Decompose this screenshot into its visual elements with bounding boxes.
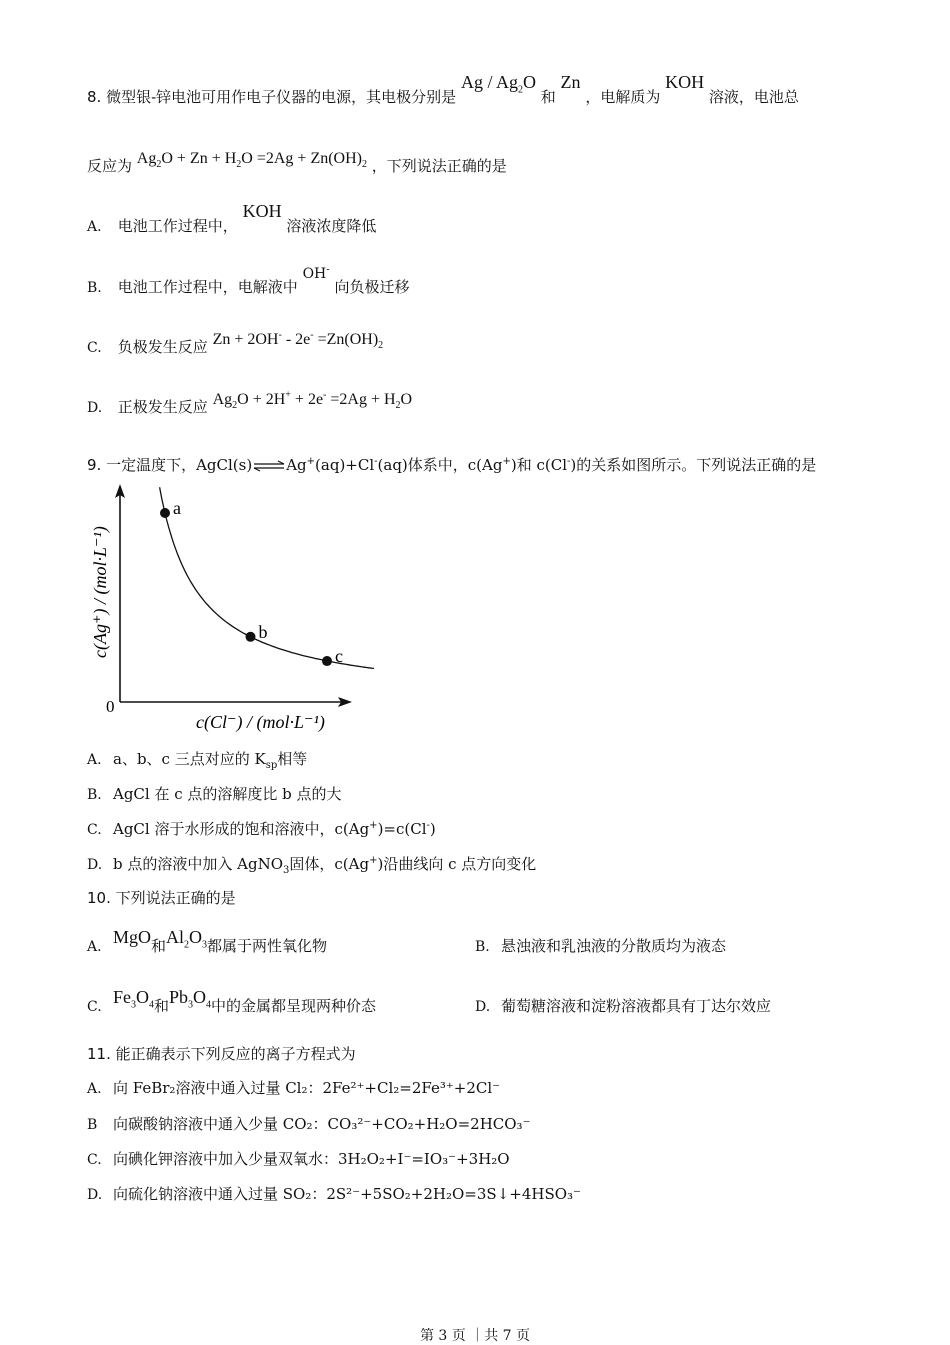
point-b (246, 632, 256, 642)
q8-text-2: ，电解质为 (585, 88, 661, 106)
q9-option-d[interactable]: D. b 点的溶液中加入 AgNO$_3$固体，c(Ag+)沿曲线向 c 点方向变化 (87, 855, 537, 876)
q11-stem: 11. 能正确表示下列反应的离子方程式为 (87, 1045, 356, 1063)
q9-option-a[interactable]: A. a、b、c 三点对应的 $K_{sp}$相等 (87, 750, 308, 771)
point-label-b: b (258, 621, 268, 642)
chart-curve (160, 487, 374, 671)
q8-option-c[interactable]: C. 负极发生反应 $Zn + 2OH^- - 2e^- =Zn(OH)_2$ (87, 329, 384, 356)
q8-stem-line2 (87, 150, 507, 178)
q8-text-1: 微型银-锌电池可用作电子仪器的电源，其电极分别是 (106, 88, 457, 106)
q10-option-d[interactable]: D. 葡萄糖溶液和淀粉溶液都具有丁达尔效应 (475, 997, 772, 1015)
q9-option-c[interactable]: C. AgCl 溶于水形成的饱和溶液中，c(Ag+)=c(Cl-) (87, 820, 436, 838)
point-label-c: c (335, 646, 343, 667)
q10-option-b[interactable]: B. 悬浊液和乳浊液的分散质均为液态 (475, 937, 727, 955)
q8-option-a[interactable]: A. 电池工作过程中， KOH 溶液浓度降低 (87, 201, 377, 235)
q8-electrolyte: KOH (665, 72, 705, 92)
y-axis-label: c(Ag⁺) / (mol·L⁻¹) (90, 526, 110, 658)
page-footer: 第 3 页 ｜共 7 页 (419, 1328, 531, 1344)
q8-electrode-2: Zn (560, 72, 581, 92)
q9-stem: 9. 一定温度下，AgCl(s) Ag+(aq)+Cl-(aq)体系中，c(Ag+)和 c(Cl-)的关系如图所示。下列说法正确的是 (87, 456, 817, 474)
q8-text-4: 反应为 (87, 157, 133, 175)
q10-option-a[interactable]: A. MgO和$Al_2O_3$都属于两性氧化物 (87, 927, 328, 955)
q10-option-c[interactable]: C. $Fe_3O_4$和$Pb_3O_4$中的金属都呈现两种价态 (87, 987, 377, 1015)
q8-positive-electrode-reaction: $Ag_2O + 2H^+ + 2e^- =2Ag + H_2O$ (212, 389, 413, 412)
q8-option-d[interactable]: D. 正极发生反应 $Ag_2O + 2H^+ + 2e^- =2Ag + H_2O$ (87, 389, 413, 416)
q9-option-b[interactable]: B. AgCl 在 c 点的溶解度比 b 点的大 (87, 785, 342, 803)
q11-number: 11. (87, 1045, 111, 1063)
q9-number: 9. (87, 456, 102, 474)
equilibrium-arrow-icon (252, 460, 286, 472)
q8-total-reaction: $Ag_2O + Zn + H_2O =2Ag + Zn(OH)_2$ (136, 150, 367, 171)
q10-stem: 10. 下列说法正确的是 (87, 889, 236, 907)
q11-option-b[interactable]: B 向碳酸钠溶液中通入少量 CO₂：CO₃²⁻+CO₂+H₂O=2HCO₃⁻ (87, 1115, 531, 1133)
q8-and: 和 (540, 88, 556, 106)
x-axis-label: c(Cl⁻) / (mol·L⁻¹) (196, 712, 325, 732)
q11-option-d[interactable]: D. 向硫化钠溶液中通入过量 SO₂：2S²⁻+5SO₂+2H₂O=3S↓+4HSO₃⁻ (87, 1185, 581, 1203)
q8-stem-line1 (87, 72, 799, 110)
q10-number: 10. (87, 889, 111, 907)
q8-number: 8. (87, 88, 102, 106)
q9-chart (84, 480, 374, 742)
q8-electrode-1: Ag / $Ag_2O$ (460, 72, 536, 96)
point-label-a: a (173, 498, 181, 518)
q8-text-3: 溶液，电池总 (708, 88, 799, 106)
q11-option-a[interactable]: A. 向 FeBr₂溶液中通入过量 Cl₂：2Fe²⁺+Cl₂=2Fe³⁺+2Cl⁻ (87, 1079, 501, 1097)
q11-option-c[interactable]: C. 向碘化钾溶液中加入少量双氧水：3H₂O₂+I⁻=IO₃⁻+3H₂O (87, 1150, 510, 1168)
point-c (322, 656, 332, 666)
q8-option-b[interactable]: B. 电池工作过程中，电解液中 OH- 向负极迁移 (87, 264, 410, 296)
origin-label: 0 (106, 697, 115, 716)
point-a (160, 508, 170, 518)
q8-text-5: ，下列说法正确的是 (371, 157, 507, 175)
q8-negative-electrode-reaction: $Zn + 2OH^- - 2e^- =Zn(OH)_2$ (212, 329, 384, 352)
